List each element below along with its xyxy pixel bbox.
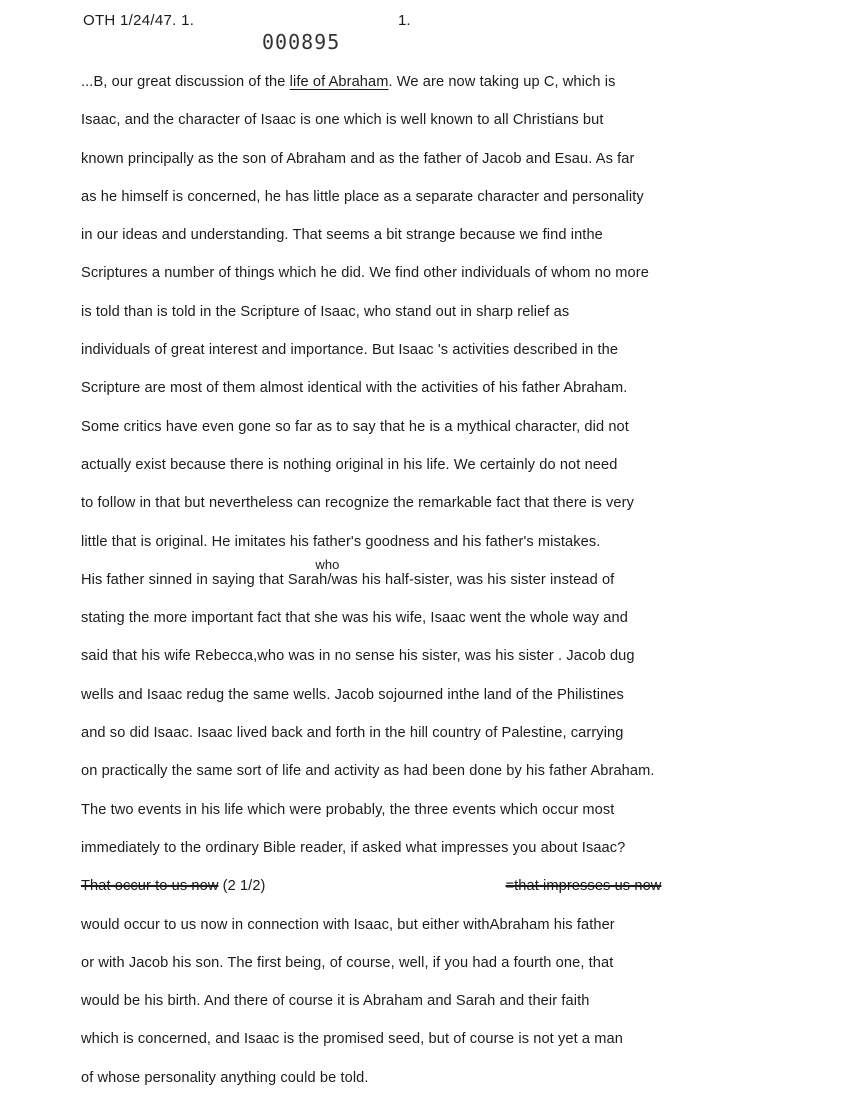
text-line: Scriptures a number of things which he did. We find other individuals of whom no more [81,265,649,282]
text-line: in our ideas and understanding. That seems a bit strange because we find inthe [81,227,603,244]
text-line: said that his wife Rebecca,who was in no sense his sister, was his sister . Jacob dug [81,648,635,665]
text-line: Scripture are most of them almost identical with the activities of his father Abraham. [81,380,628,397]
text-line: as he himself is concerned, he has little place as a separate character and personality [81,188,644,205]
text-line: little that is original. He imitates his father's goodness and his father's mistakes. [81,533,601,550]
text-line: of whose personality anything could be told. [81,1069,369,1086]
text-line: Isaac, and the character of Isaac is one which is well known to all Christians but [81,112,604,129]
struck-text: That occur to us now [81,878,219,895]
text-line: which is concerned, and Isaac is the promised seed, but of course is not yet a man [81,1031,623,1048]
page-number: 1. [398,12,411,29]
text-line: wells and Isaac redug the same wells. Jacob sojourned inthe land of the Philistines [81,686,624,703]
text-line: immediately to the ordinary Bible reader, if asked what impresses you about Isaac? [81,839,626,856]
text-line: would be his birth. And there of course it is Abraham and Sarah and their faith [81,993,590,1010]
struck-text: =that impresses us now [505,878,662,895]
archive-stamp-number: 000895 [262,30,341,54]
text-line: stating the more important fact that she was his wife, Isaac went the whole way and [81,610,628,627]
text-line: That occur to us now (2 1/2) =that impresses us now [81,878,662,895]
transcript-body [81,63,841,1097]
text-line: individuals of great interest and importance. But Isaac 's activities described in the [81,342,619,359]
text-line: ...B, our great discussion of the life of Abraham. We are now taking up C, which is [81,74,616,90]
text-line: known principally as the son of Abraham and as the father of Jacob and Esau. As far [81,150,635,167]
underlined-phrase: life of Abraham [289,74,389,90]
text-line: actually exist because there is nothing original in his life. We certainly do not need [81,456,618,473]
text-line: on practically the same sort of life and activity as had been done by his father Abraham. [81,763,655,780]
text-line: Some critics have even gone so far as to say that he is a mythical character, did not [81,418,629,435]
handwritten-insertion: who [315,556,340,572]
text-line: The two events in his life which were probably, the three events which occur most [81,801,615,818]
text-line: and so did Isaac. Isaac lived back and forth in the hill country of Palestine, carrying [81,725,624,742]
text-line: His father sinned in saying that Sarah who /was his half-sister, was his sister instead of [81,556,615,588]
document-reference: OTH 1/24/47. 1. [83,12,195,29]
text-line: or with Jacob his son. The first being, of course, well, if you had a fourth one, that [81,954,614,971]
text-line: is told than is told in the Scripture of Isaac, who stand out in sharp relief as [81,303,570,320]
text-line: would occur to us now in connection with Isaac, but either withAbraham his father [81,916,615,933]
text-line: to follow in that but nevertheless can recognize the remarkable fact that there is very [81,495,635,512]
